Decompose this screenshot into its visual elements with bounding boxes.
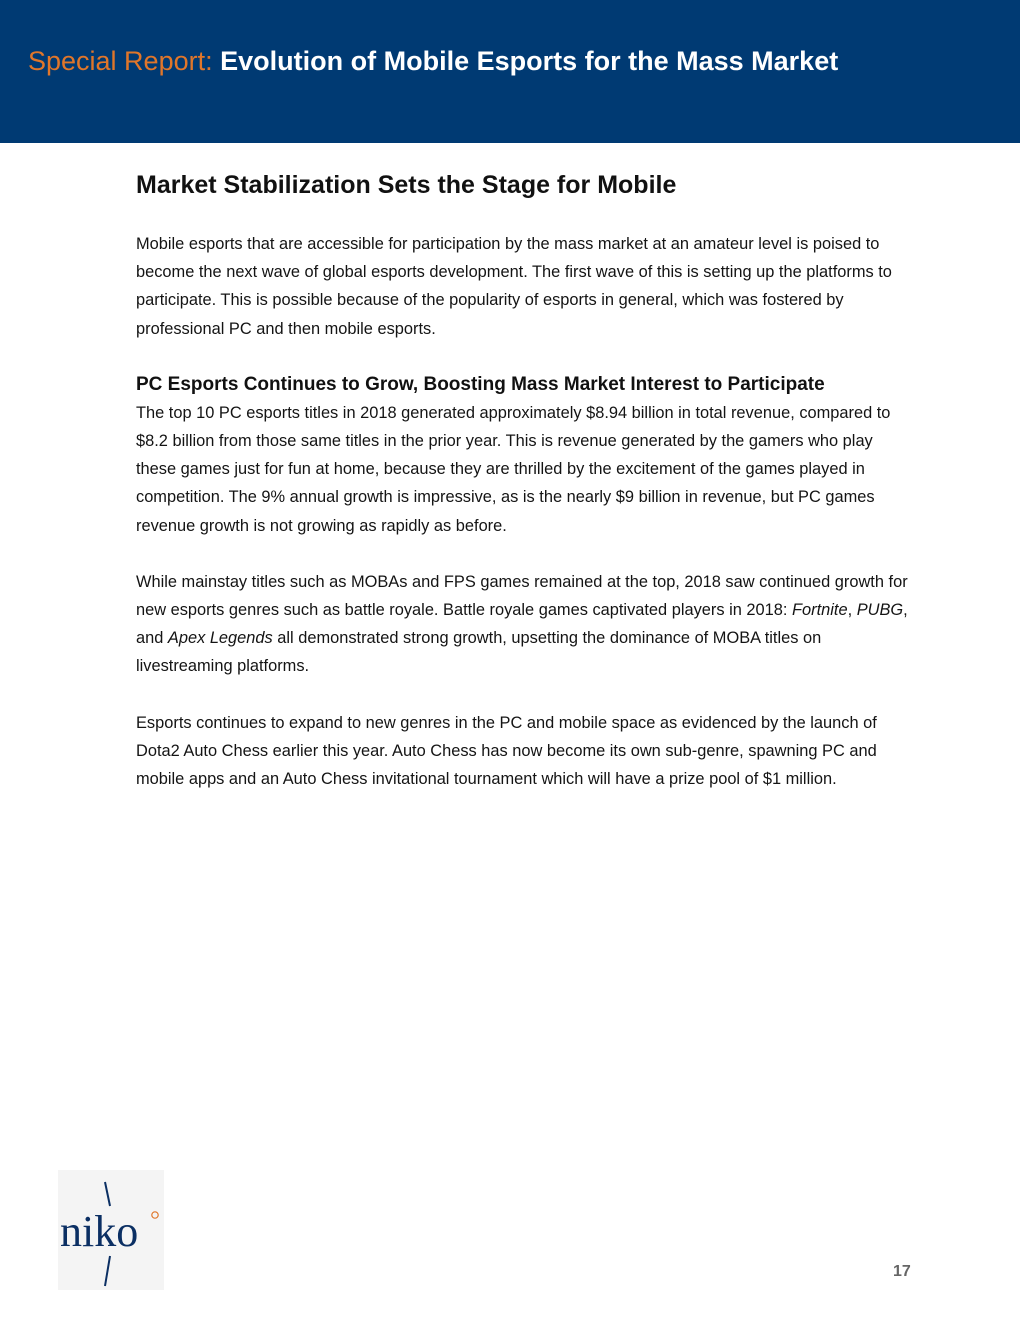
paragraph-2-text-after: all demonstrated strong growth, upsetting the dominance of MOBA titles on livestreaming platforms. — [136, 629, 822, 676]
section-paragraph-2 — [136, 568, 916, 681]
game-title-pubg: PUBG — [856, 601, 904, 620]
report-title-main: Evolution of Mobile Esports for the Mass Market — [220, 46, 839, 76]
page-number: 17 — [893, 1263, 911, 1280]
report-title-prefix: Special Report: — [28, 46, 213, 76]
page-heading: Market Stabilization Sets the Stage for Mobile — [136, 171, 677, 199]
section-paragraph-3: Esports continues to expand to new genres in the PC and mobile space as evidenced by the launch of Dota2 Auto Chess earlier this year. Auto Chess has now become its own sub-genre, spawning PC and mobile apps and an Auto Chess invitational tournament which will have a prize pool of $1 million. — [136, 713, 877, 789]
section-heading: PC Esports Continues to Grow, Boosting Mass Market Interest to Participate — [136, 373, 825, 395]
separator: , and — [136, 601, 908, 648]
separator: , — [847, 601, 857, 620]
intro-paragraph: Mobile esports that are accessible for participation by the mass market at an amateur level is poised to become the next wave of global esports development. The first wave of this is setting up the platforms to participate. This is possible because of the popularity of esports in general, which was fostered by professional PC and then mobile esports. — [136, 235, 892, 338]
game-title-apex-legends: Apex Legends — [167, 629, 273, 648]
report-title — [28, 44, 838, 78]
svg-text:niko: niko — [60, 1207, 139, 1256]
main-content — [136, 168, 916, 821]
paragraph-2-text-before: While mainstay titles such as MOBAs and FPS games remained at the top, 2018 saw continued growth for new esports genres such as battle royale. Battle royale games captivated players in 2018: — [136, 572, 908, 620]
game-title-fortnite: Fortnite — [792, 601, 848, 620]
section-paragraph-1: The top 10 PC esports titles in 2018 generated approximately $8.94 billion in total revenue, compared to $8.2 billion from those same titles in the prior year. This is revenue generated by the gamers who play these games just for fun at home, because they are thrilled by the excitement of the games played in competition. The 9% annual growth is impressive, as is the nearly $9 billion in revenue, but PC games revenue growth is not growing as rapidly as before. — [136, 403, 891, 535]
header-banner — [0, 0, 1020, 143]
niko-logo — [58, 1170, 164, 1290]
